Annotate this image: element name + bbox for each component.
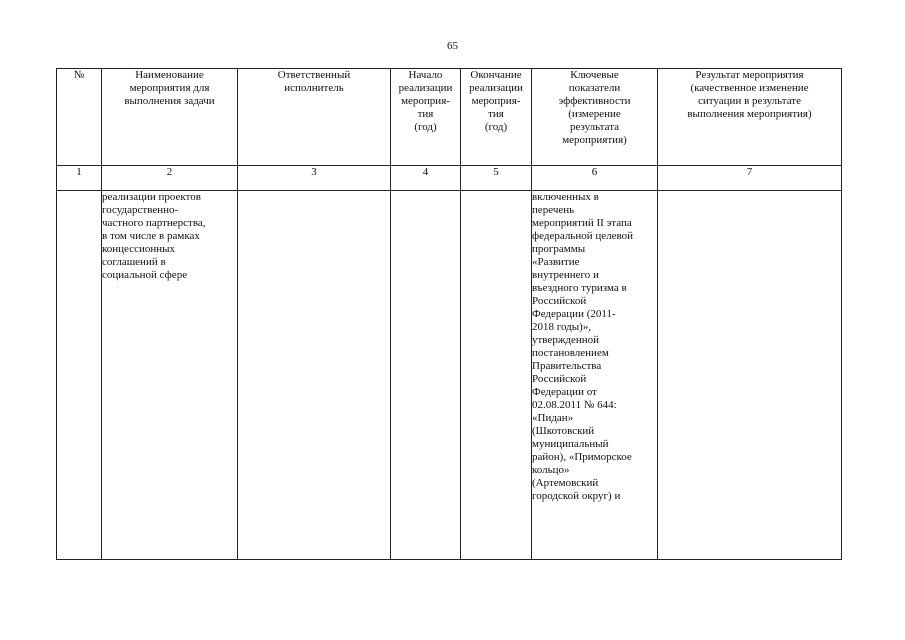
text-line: результата — [569, 121, 620, 133]
text-line: район), «Приморское — [532, 451, 632, 463]
text-line: мероприятий II этапа — [532, 217, 632, 229]
cell-result — [658, 191, 842, 560]
header-activity-name — [102, 69, 238, 166]
table-row — [57, 191, 842, 560]
text-line: частного партнерства, — [102, 217, 206, 229]
text-line: реализации проектов — [102, 191, 201, 203]
text-line: концессионных — [102, 243, 176, 255]
cell-number — [57, 191, 102, 560]
text-line: внутреннего и — [532, 269, 599, 281]
text-line: социальной сфере — [102, 269, 188, 281]
text-line: выполнения задачи — [124, 95, 215, 107]
text-line: Ответственный — [277, 69, 351, 81]
text-line: мероприятия) — [562, 134, 627, 146]
text-line: перечень — [532, 204, 575, 216]
header-responsible — [238, 69, 391, 166]
text-line: (год) — [484, 121, 508, 133]
text-line: мероприя- — [471, 95, 521, 107]
cell-end-year — [461, 191, 532, 560]
page-number: 65 — [447, 40, 458, 52]
text-line: Российской — [532, 373, 587, 385]
text-line: государственно- — [102, 204, 179, 216]
text-line: включенных в — [532, 191, 599, 203]
text-line: Наименование — [135, 69, 204, 81]
text-line: 02.08.2011 № 644: — [532, 399, 617, 411]
header-key-indicators — [532, 69, 658, 166]
cell-key-indicators — [532, 191, 658, 560]
text-line: Федерации от — [532, 386, 597, 398]
text-line: эффективности — [558, 95, 631, 107]
text-line: городской округ) и — [532, 490, 621, 502]
text-line: (год) — [414, 121, 437, 133]
column-number: 1 — [57, 166, 102, 191]
header-end-year — [461, 69, 532, 166]
text-line: в том числе в рамках — [102, 230, 200, 242]
text-line: кольцо» — [532, 464, 570, 476]
column-number: 5 — [461, 166, 532, 191]
text-line: программы — [532, 243, 586, 255]
text-line: реализации — [398, 82, 453, 94]
text-line: № — [73, 69, 85, 81]
text-line: федеральной целевой — [532, 230, 633, 242]
text-line: 2018 годы)», — [532, 321, 592, 333]
column-number: 4 — [391, 166, 461, 191]
cell-start-year — [391, 191, 461, 560]
text-line: Российской — [532, 295, 587, 307]
text-line: реализации — [469, 82, 523, 94]
text-line: Начало — [408, 69, 443, 81]
text-line: Федерации (2011- — [532, 308, 616, 320]
text-line: ситуации в результате — [698, 95, 801, 107]
text-line: исполнитель — [284, 82, 344, 94]
text-line: Правительства — [532, 360, 602, 372]
text-line: мероприятия для — [129, 82, 210, 94]
text-line: (Шкотовский — [532, 425, 595, 437]
text-line: Окончание — [470, 69, 522, 81]
table-header-row — [57, 69, 842, 166]
column-number: 3 — [238, 166, 391, 191]
header-result — [658, 69, 842, 166]
header-number — [57, 69, 102, 166]
column-number-row — [57, 166, 842, 191]
text-line: (качественное изменение — [690, 82, 809, 94]
cell-activity-name — [102, 191, 238, 560]
text-line: показатели — [568, 82, 621, 94]
column-number: 7 — [658, 166, 842, 191]
text-line: соглашений в — [102, 256, 166, 268]
text-line: утвержденной — [532, 334, 600, 346]
text-line: Ключевые — [570, 69, 619, 81]
text-line: мероприя- — [401, 95, 450, 107]
text-line: тия — [417, 108, 434, 120]
text-line: Результат мероприятия — [695, 69, 804, 81]
text-line: тия — [488, 108, 504, 120]
cell-responsible — [238, 191, 391, 560]
text-line: «Пидан» — [532, 412, 574, 424]
text-line: постановлением — [532, 347, 609, 359]
column-number: 6 — [532, 166, 658, 191]
activities-table — [56, 68, 842, 560]
text-line: въездного туризма в — [532, 282, 627, 294]
text-line: (измерение — [568, 108, 621, 120]
column-number: 2 — [102, 166, 238, 191]
text-line: выполнения мероприятия) — [687, 108, 812, 120]
text-line: муниципальный — [532, 438, 609, 450]
header-start-year — [391, 69, 461, 166]
text-line: (Артемовский — [532, 477, 599, 489]
text-line: «Развитие — [532, 256, 580, 268]
